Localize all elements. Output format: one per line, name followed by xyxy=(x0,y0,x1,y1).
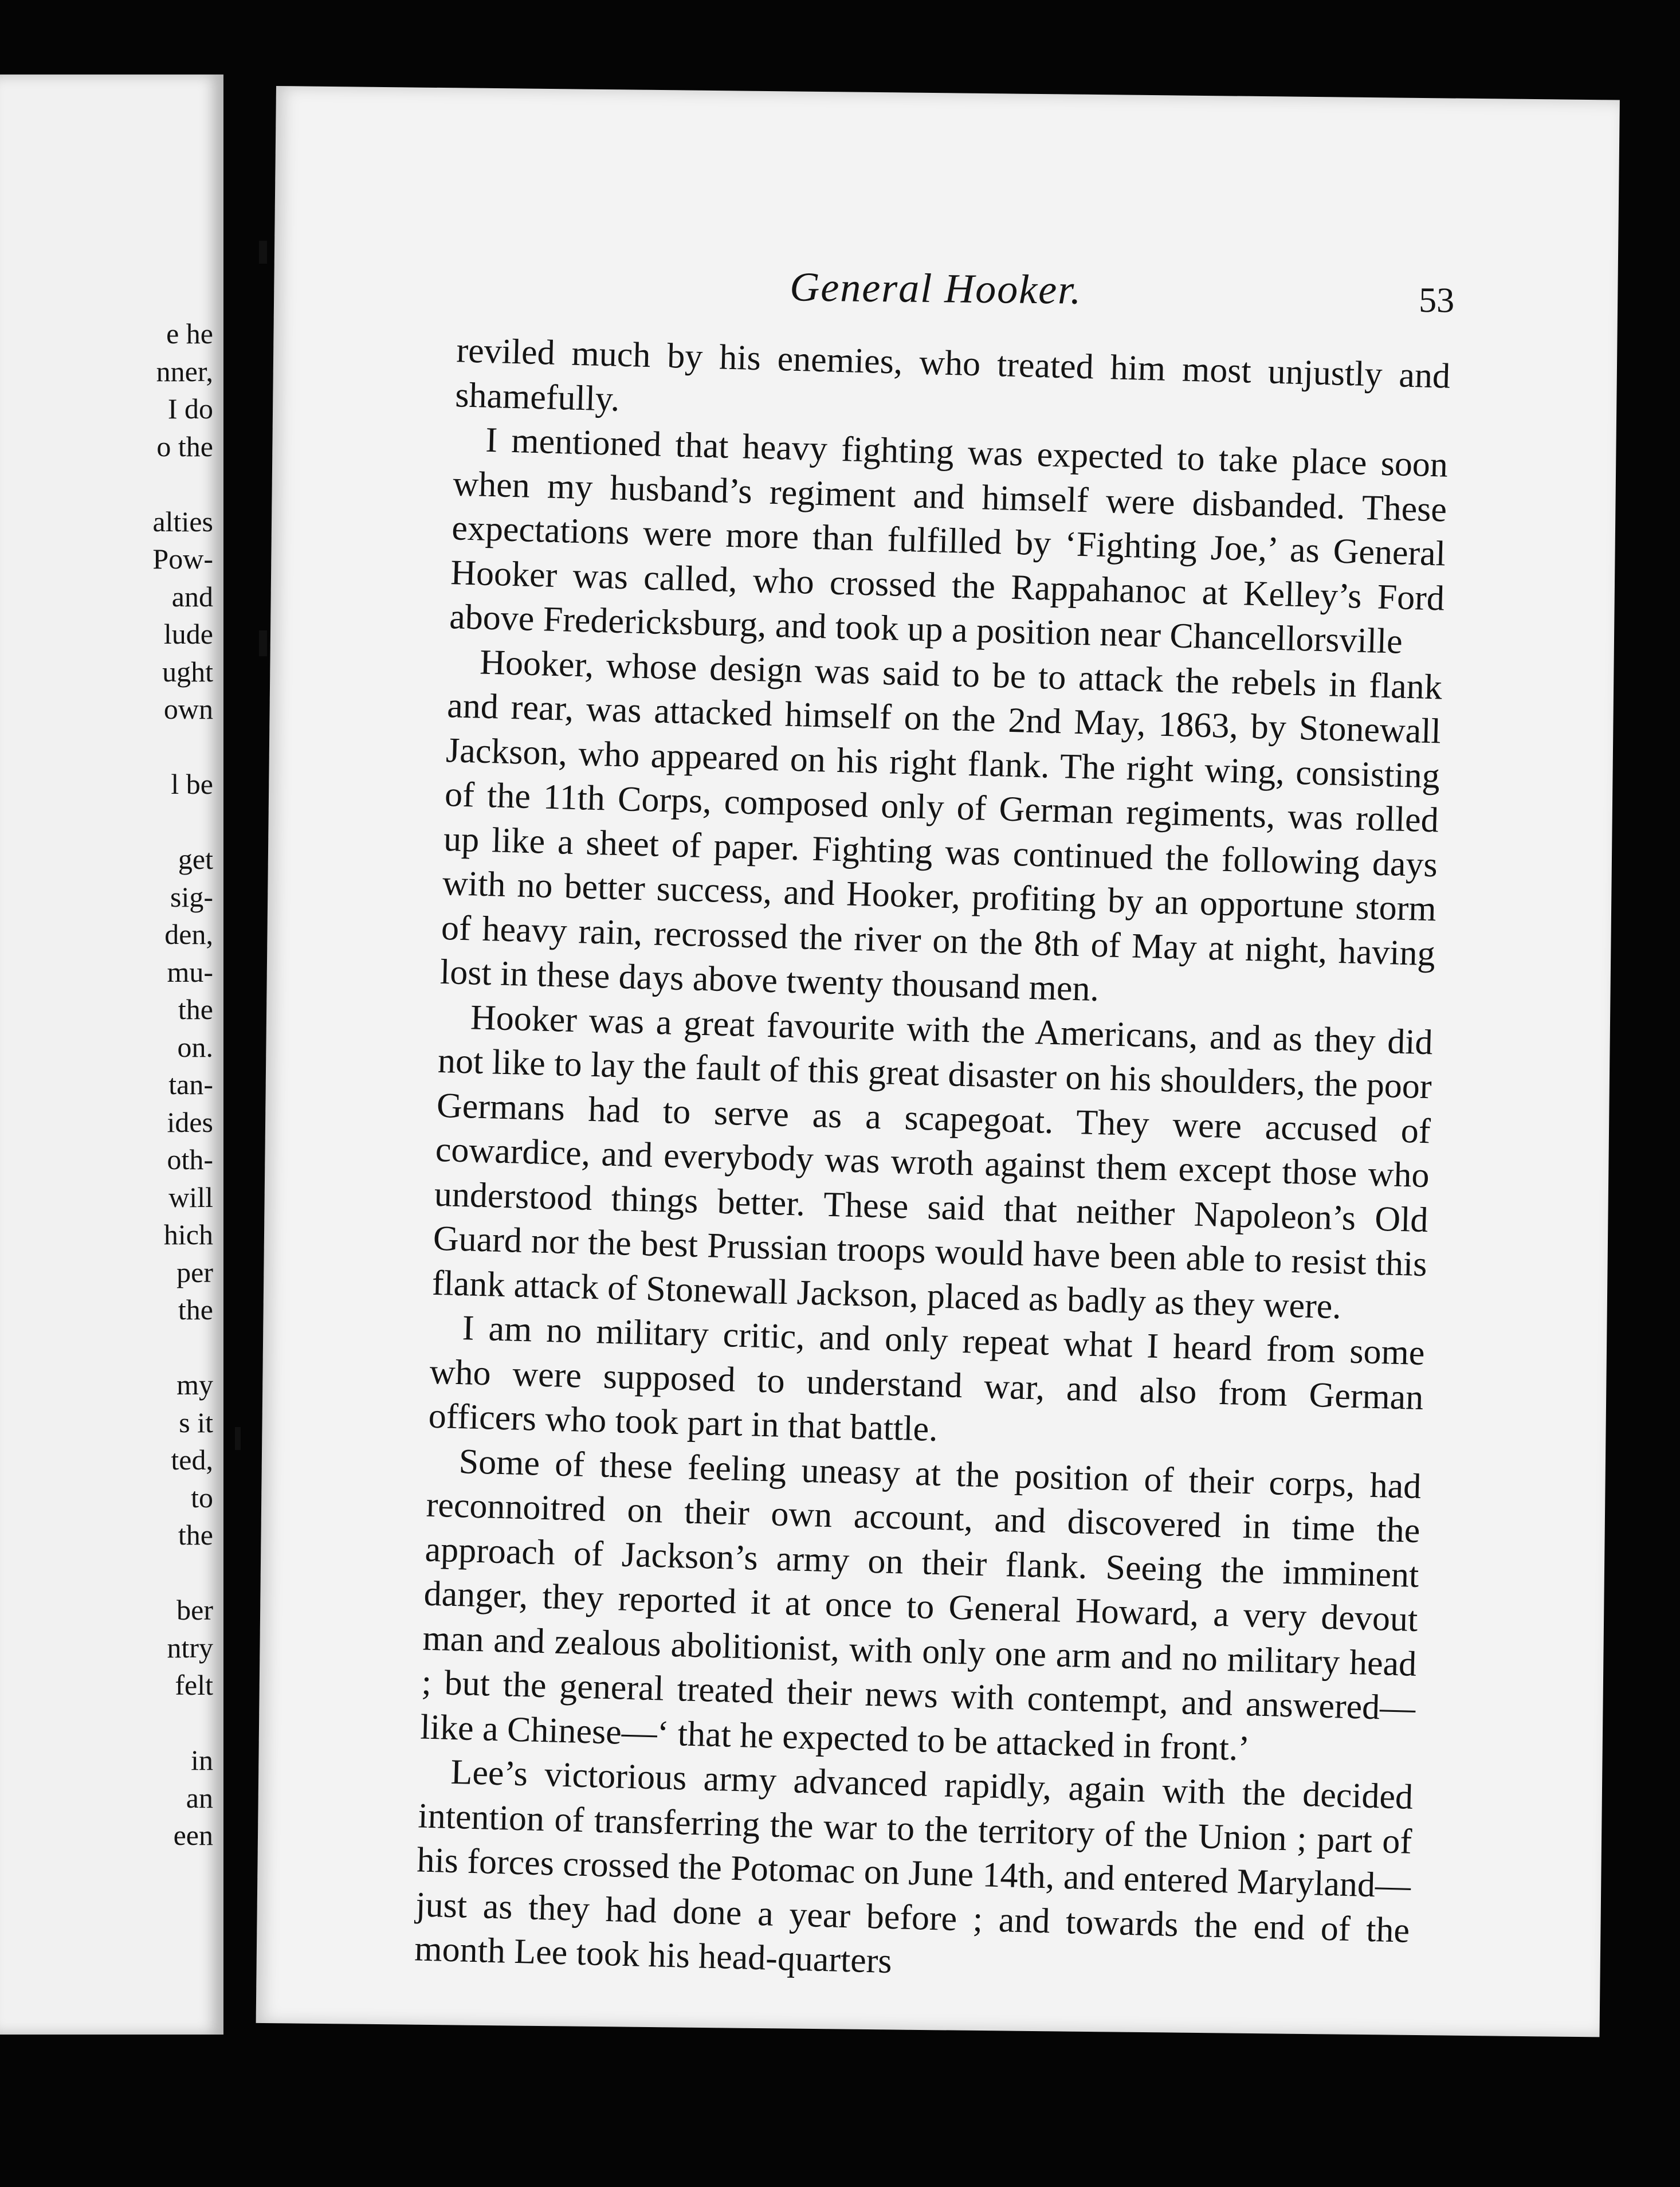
left-page-fragment: l be xyxy=(171,768,213,800)
left-page-fragment: an xyxy=(186,1781,213,1814)
left-page-fragment: to xyxy=(191,1481,213,1514)
left-page-fragment: ntry xyxy=(167,1631,213,1664)
left-page-text-fragments xyxy=(41,315,213,1855)
paragraph: Some of these feeling uneasy at the position of their corps, had reconnoitred on their own account, and discovered in time the approach of Jackson’s army on their flank. Seeing the imminent danger, they reported it at once to General Howard, a very devout man and zealous abolitionist, with only one arm and no military head ; but the general treated their news with contempt, and answered—like a Chinese—‘ that he expected to be attacked in front.’ xyxy=(419,1441,1422,1768)
left-page-fragment: s it xyxy=(179,1406,213,1439)
left-page-fragment: I do xyxy=(167,393,213,425)
left-page-fragment: the xyxy=(178,993,213,1025)
left-page-fragment: lude xyxy=(163,618,213,650)
left-page-fragment xyxy=(41,804,213,841)
paragraph: I mentioned that heavy fighting was expected to take place soon when my husband’s regiment and himself were disbanded. These expectations were more than fulfilled by ‘Fighting Joe,’ as General Hooker was called, who crossed the Rappahanoc at Kelley’s Ford above Fredericksburg, and took up a position near Chancellorsville xyxy=(449,420,1449,661)
left-page-fragment: per xyxy=(176,1256,213,1288)
left-page-fragment: alties xyxy=(152,505,213,538)
left-page-fragment: get xyxy=(178,843,213,875)
paragraph: reviled much by his enemies, who treated him most unjustly and shamefully. xyxy=(454,331,1451,419)
left-page-fragment: oth- xyxy=(167,1143,213,1175)
binding-mark xyxy=(259,630,267,656)
left-page-fragment: the xyxy=(178,1294,213,1326)
left-page-fragment: my xyxy=(176,1369,213,1401)
page-number: 53 xyxy=(1418,280,1455,320)
left-page-fragment: on. xyxy=(177,1030,213,1063)
left-page-fragment: e he xyxy=(166,318,213,350)
paragraph: I am no military critic, and only repeat what I heard from some who were supposed to understand war, and also from German officers who took part in that battle. xyxy=(428,1308,1426,1449)
left-page-fragment: den, xyxy=(164,918,213,950)
left-page-fragment: ber xyxy=(176,1594,213,1626)
left-page-fragment: mu- xyxy=(167,955,213,988)
left-page-fragment: hich xyxy=(163,1218,213,1251)
left-page-fragment xyxy=(41,1704,213,1742)
left-page xyxy=(0,75,223,2035)
left-page-fragment xyxy=(41,1554,213,1592)
left-page-fragment: will xyxy=(168,1181,213,1213)
left-page-fragment: ught xyxy=(162,655,213,688)
right-page xyxy=(256,86,1620,2037)
paragraph: Hooker, whose design was said to be to attack the rebels in flank and rear, was attacked himself on the 2nd May, 1863, by Stonewall Jackson, who appeared on his right flank. The right wing, consisting of the 11th Corps, composed only of German regiments, was rolled up like a sheet of paper. Fighting was continued the following days with no better success, and Hooker, profiting by an opportune storm of heavy rain, recrossed the river on the 8th of May at night, having lost in these days above twenty thousand men. xyxy=(439,642,1443,1009)
left-page-fragment: ides xyxy=(167,1106,213,1138)
binding-mark xyxy=(235,1427,241,1450)
left-page-fragment: o the xyxy=(156,430,213,463)
paragraph: Lee’s victorious army advanced rapidly, again with the decided intention of transferring the war to the territory of the Union ; part of his forces crossed the Potomac on June 14th, and entered Maryland—just as they had done a year before ; and towards the end of the month Lee took his head-quarters xyxy=(414,1752,1414,1981)
left-page-fragment: een xyxy=(173,1819,213,1851)
left-page-fragment: tan- xyxy=(168,1068,213,1100)
left-page-fragment: and xyxy=(171,580,213,613)
left-page-fragment: felt xyxy=(175,1669,213,1701)
left-page-fragment xyxy=(41,1329,213,1367)
left-page-fragment: sig- xyxy=(170,880,213,913)
left-page-fragment: Pow- xyxy=(152,543,213,575)
left-page-fragment: own xyxy=(163,693,213,725)
paragraph: Hooker was a great favourite with the Americans, and as they did not like to lay the fault of this great disaster on his shoulders, the poor Germans had to serve as a scapegoat. They were accused of cowardice, and everybody was wroth against them except those who understood things better. These said that neither Napoleon’s Old Guard nor the best Prussian troops would have been able to resist this flank attack of Stonewall Jackson, placed as badly as they were. xyxy=(431,997,1434,1326)
running-title: General Hooker. xyxy=(789,264,1082,313)
left-page-fragment xyxy=(41,728,213,766)
page-header xyxy=(274,258,1618,324)
body-text xyxy=(414,328,1451,1997)
left-page-fragment: nner, xyxy=(156,355,213,387)
left-page-fragment: ted, xyxy=(171,1444,213,1476)
left-page-fragment: in xyxy=(191,1744,213,1776)
binding-mark xyxy=(259,241,267,264)
left-page-fragment xyxy=(41,465,213,503)
left-page-fragment: the xyxy=(178,1519,213,1551)
